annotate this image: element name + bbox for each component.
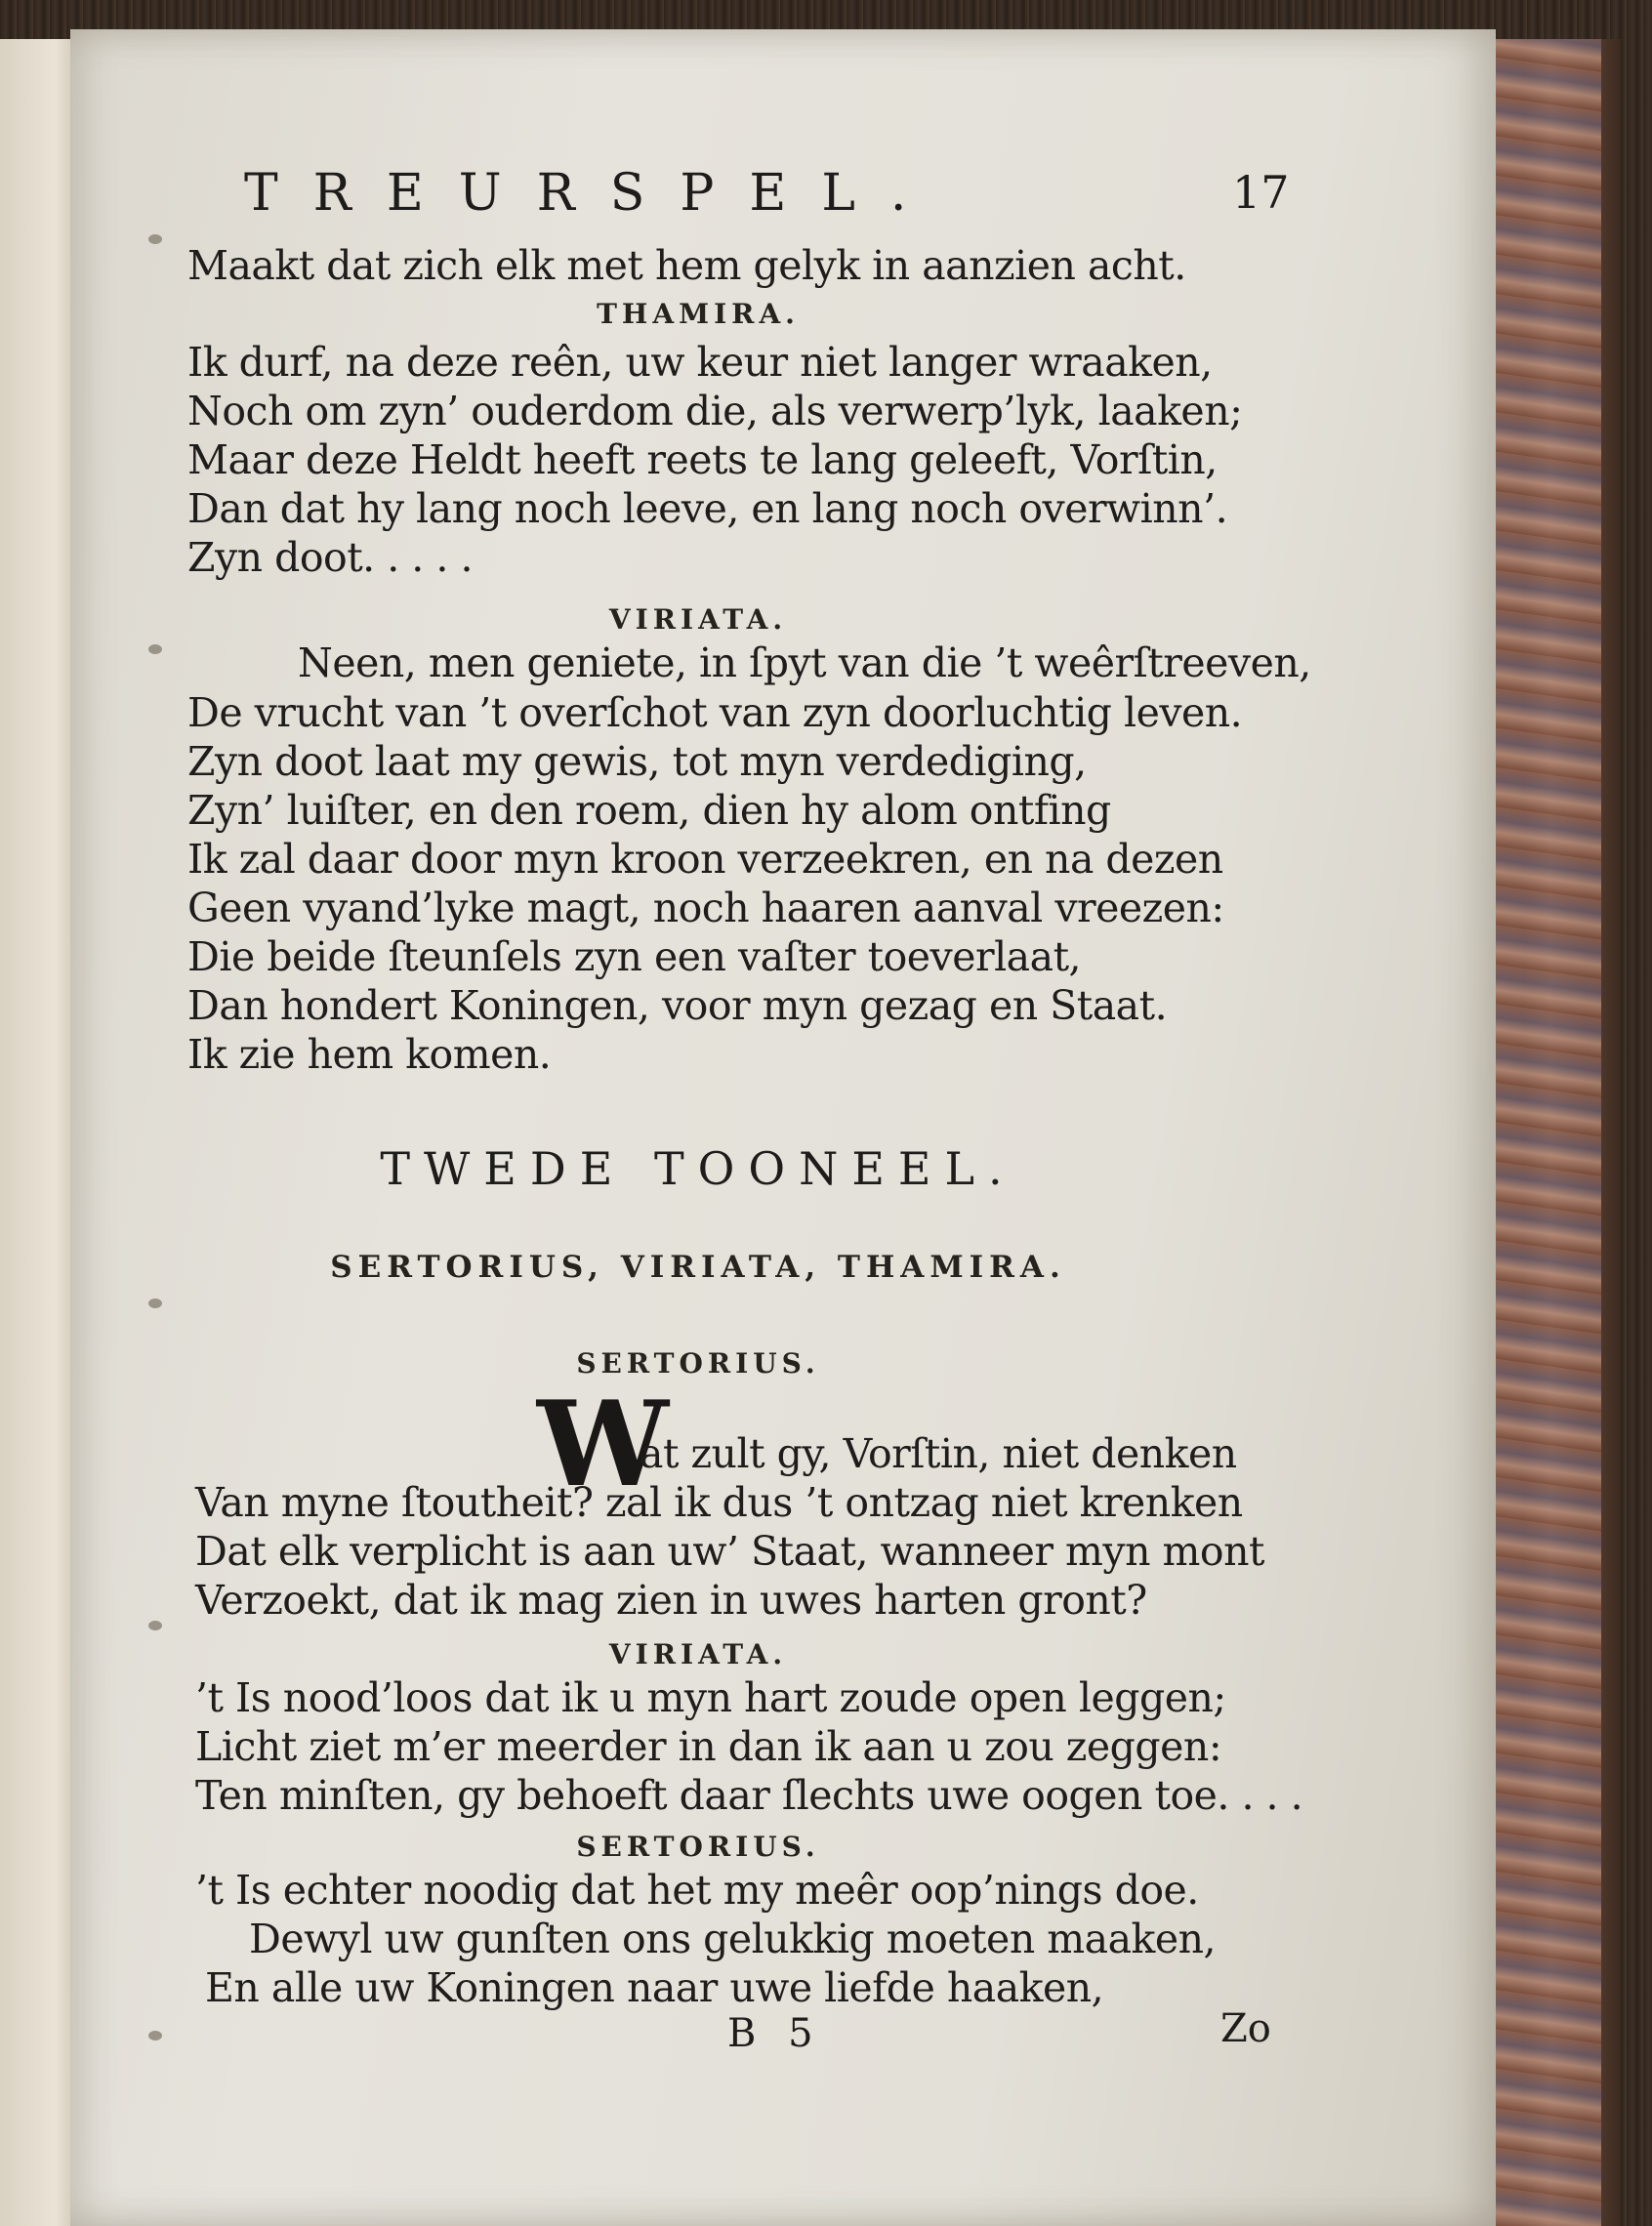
verse-line: Zyn’ luiſter, en den roem, dien hy alom ontfing	[187, 787, 1111, 834]
speaker-sertorius: SERTORIUS.	[576, 1347, 820, 1380]
verse-line: Neen, men geniete, in ſpyt van die ’t weêrſtreeven,	[298, 639, 1311, 686]
verse-line: Ik durf, na deze reên, uw keur niet langer wraaken,	[187, 339, 1213, 386]
speaker-viriata: VIRIATA.	[608, 1638, 788, 1670]
verse-line: Maar deze Heldt heeft reets te lang geleeft, Vorſtin,	[187, 436, 1218, 483]
verse-line: Dan hondert Koningen, voor myn gezag en Staat.	[187, 982, 1168, 1029]
verse-line: Maakt dat zich elk met hem gelyk in aanzien acht.	[187, 242, 1186, 289]
verse-line: Licht ziet m’er meerder in dan ik aan u zou zeggen:	[195, 1723, 1222, 1770]
catchword: Zo	[1220, 2006, 1271, 2051]
facing-page-edge	[0, 39, 78, 2226]
signature-mark: B 5	[727, 2011, 823, 2056]
verse-line: at zult gy, Vorſtin, niet denken	[640, 1430, 1237, 1477]
verse-line: ’t Is nood’loos dat ik u myn hart zoude open leggen;	[195, 1674, 1226, 1721]
verse-line: Die beide ſteunſels zyn een vaſter toeverlaat,	[187, 933, 1082, 980]
verse-line: Ik zal daar door myn kroon verzeekren, en na dezen	[187, 836, 1223, 883]
verse-line: Zyn doot laat my gewis, tot myn verdediging,	[187, 738, 1087, 785]
speaker-thamira: THAMIRA.	[597, 298, 800, 330]
verse-line: Geen vyand’lyke magt, noch haaren aanval vreezen:	[187, 885, 1224, 931]
verse-line: Noch om zyn’ ouderdom die, als verwerp’lyk, laaken;	[187, 388, 1243, 434]
verse-line: ’t Is echter noodig dat het my meêr oop’nings doe.	[195, 1867, 1199, 1914]
verse-line: De vrucht van ’t overſchot van zyn doorluchtig leven.	[187, 689, 1243, 736]
page-number: 17	[1232, 166, 1290, 219]
verse-line: Ik zie hem komen.	[187, 1031, 552, 1078]
verse-line: Zyn doot. . . . .	[187, 534, 473, 581]
verse-line: Ten minſten, gy behoeft daar ſlechts uwe oogen toe. . . .	[195, 1772, 1303, 1819]
verse-line: Dewyl uw gunſten ons gelukkig moeten maaken,	[249, 1916, 1217, 1962]
scene-title: TWEDE TOONEEL.	[380, 1142, 1016, 1195]
running-head: TREURSPEL.	[244, 164, 942, 223]
verse-line: Van myne ſtoutheit? zal ik dus ’t ontzag niet krenken	[195, 1479, 1243, 1526]
speaker-sertorius: SERTORIUS.	[576, 1831, 820, 1863]
verse-line: En alle uw Koningen naar uwe liefde haaken,	[205, 1964, 1104, 2011]
verse-line: Dat elk verplicht is aan uw’ Staat, wanneer myn mont	[195, 1528, 1264, 1575]
marbled-board	[1494, 39, 1601, 2226]
speaker-viriata: VIRIATA.	[608, 603, 788, 636]
drop-capital: W	[537, 1376, 669, 1513]
verse-line: Verzoekt, dat ik mag zien in uwes harten gront?	[195, 1577, 1147, 1624]
cast-list: SERTORIUS, VIRIATA, THAMIRA.	[330, 1250, 1066, 1285]
verse-line: Dan dat hy lang noch leeve, en lang noch overwinn’.	[187, 485, 1228, 532]
